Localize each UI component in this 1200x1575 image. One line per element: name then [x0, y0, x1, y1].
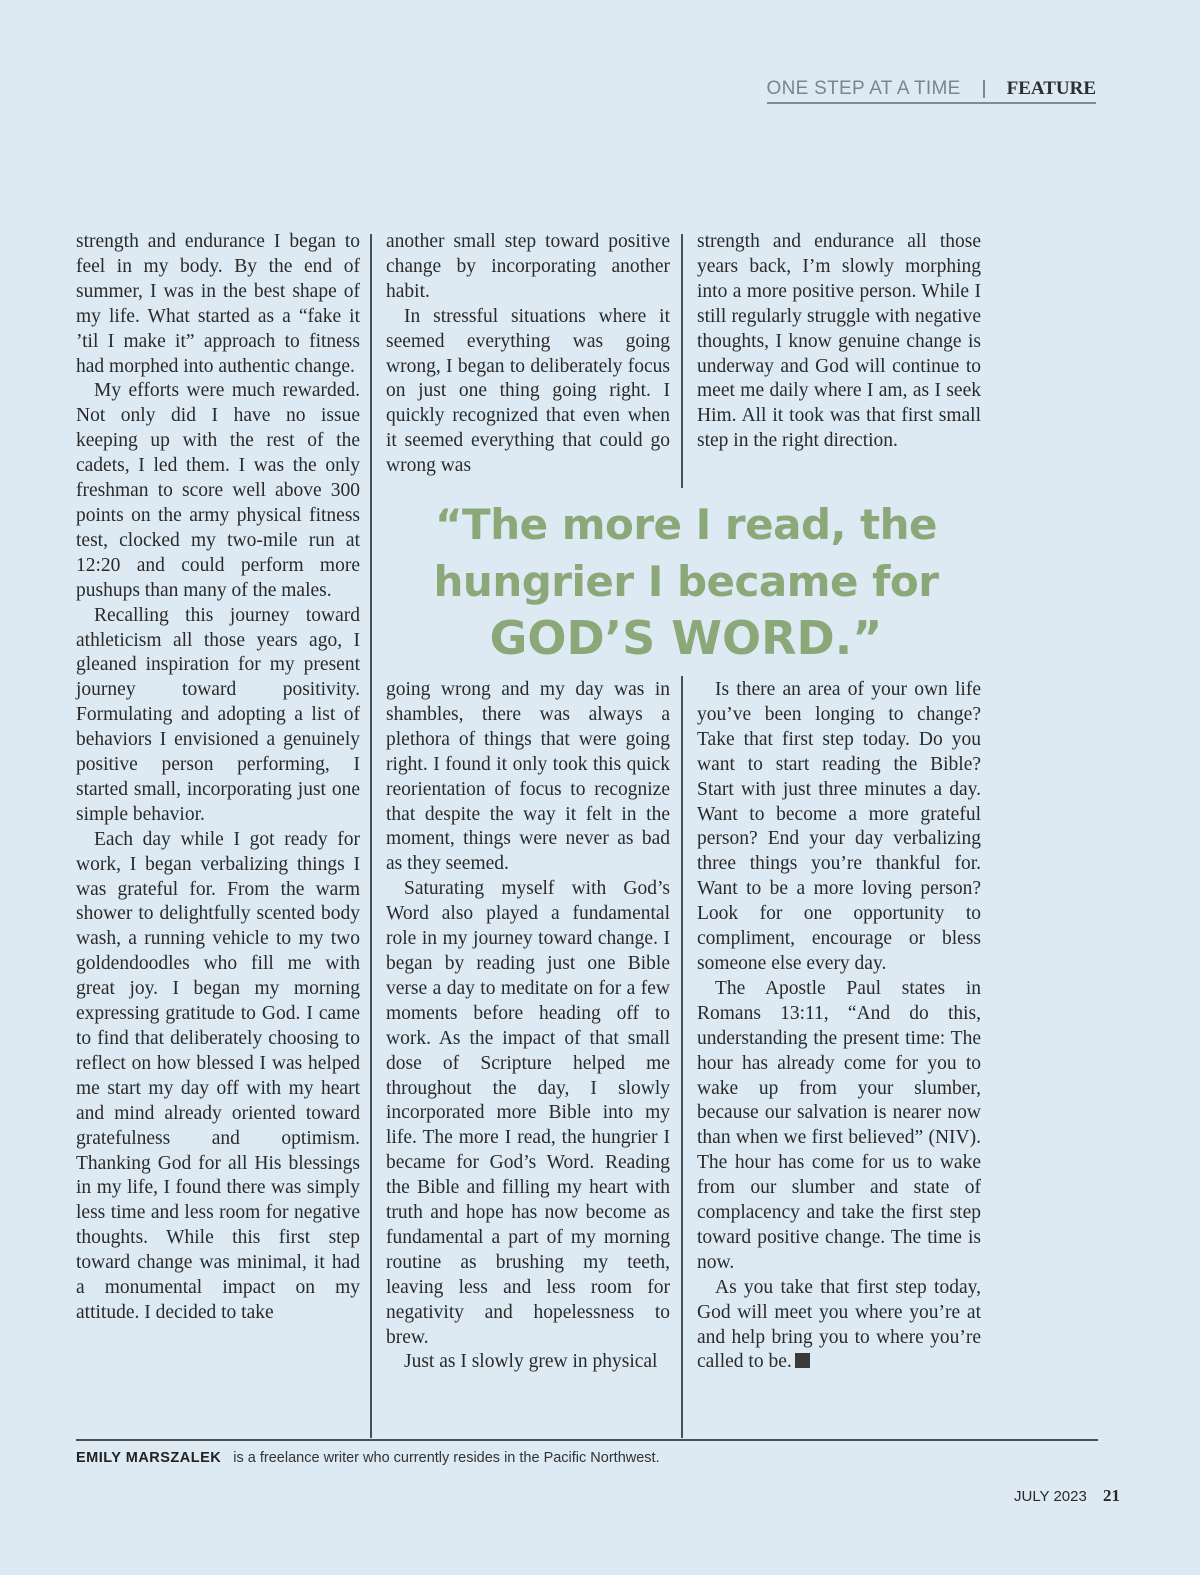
paragraph: Is there an area of your own life you’ve been longing to change? Take that first step today. Do you want to start reading the Bible? Start with just three minutes a day. Want to become a more grateful person? End your day verbalizing three things you’re thankful for. Want to be a more loving person? Look for one opportunity to compliment, encourage or bless someone else every day. [697, 679, 981, 974]
column-divider-1 [370, 234, 372, 1438]
author-bio-text: is a freelance writer who currently resides in the Pacific Northwest. [233, 1450, 660, 1466]
paragraph: Just as I slowly grew in physical [404, 1351, 658, 1373]
bio-divider [76, 1439, 1098, 1441]
page-footer [1014, 1486, 1120, 1506]
author-name: EMILY MARSZALEK [76, 1450, 222, 1466]
paragraph: Recalling this journey toward athleticism all those years ago, I gleaned inspiration for my present journey toward positivity. Formulating and adopting a list of behaviors I envisioned a genuinely positive person performing, I started small, incorporating just one simple behavior. [76, 604, 360, 825]
pull-quote-line: hungrier I became for [433, 557, 939, 606]
issue-date: JULY 2023 [1013, 1488, 1087, 1505]
pull-quote-emphasis: GOD’S WORD.” [489, 611, 883, 665]
running-header [767, 78, 1096, 104]
feature-label: FEATURE [1006, 78, 1096, 99]
article-column-2-bottom [386, 678, 670, 1375]
column-divider-2-bottom [681, 676, 683, 1438]
paragraph: My efforts were much rewarded. Not only did I have no issue keeping up with the rest of the cadets, I led them. I was the only freshman to score well above 300 points on the army physical fitness test, clocked my two-mile run at 12:20 and could perform more pushups than many of the males. [76, 380, 360, 601]
article-column-3-top [697, 230, 981, 454]
end-of-article-icon [795, 1353, 810, 1368]
paragraph: strength and endurance all those years back, I’m slowly morphing into a more positive person. While I still regularly struggle with negative thoughts, I know genuine change is underway and God will continue to meet me daily where I am, as I seek Him. All it took was that first small step in the right direction. [697, 231, 981, 452]
pull-quote [372, 496, 1000, 667]
paragraph: strength and endurance I began to feel in my body. By the end of summer, I was in the best shape of my life. What started as a “fake it ’til I make it” approach to fitness had morphed into authentic change. [76, 231, 360, 377]
article-column-3-bottom [697, 678, 981, 1375]
column-divider-2-top [681, 234, 683, 488]
page-number: 21 [1103, 1486, 1120, 1505]
author-bio [76, 1450, 660, 1466]
pull-quote-line: “The more I read, the [434, 500, 938, 549]
paragraph: Each day while I got ready for work, I began verbalizing things I was grateful for. From the warm shower to delightfully scented body wash, a running vehicle to my two goldendoodles who fill me with great joy. I began my morning expressing gratitude to God. I came to find that deliberately choosing to reflect on how blessed I was helped me start my day off with my heart and mind already oriented toward gratefulness and optimism. Thanking God for all His blessings in my life, I found there was simply less time and less room for negative thoughts. While this first step toward change was minimal, it had a monumental impact on my attitude. I decided to take [76, 828, 360, 1323]
header-separator [983, 80, 985, 98]
paragraph: Saturating myself with God’s Word also played a fundamental role in my journey toward change. I began by reading just one Bible verse a day to meditate on for a few moments before heading off to work. As the impact of that small dose of Scripture helped me throughout the day, I slowly incorporated more Bible into my life. The more I read, the hungrier I became for God’s Word. Reading the Bible and filling my heart with truth and hope has now become as fundamental a part of my morning routine as brushing my teeth, leaving less and less room for negativity and hopelessness to brew. [386, 878, 670, 1348]
paragraph-text: As you take that first step today, God will meet you where you’re at and help bring you to where you’re called to be. [697, 1276, 981, 1373]
article-column-1 [76, 230, 360, 1326]
paragraph: The Apostle Paul states in Romans 13:11, “And do this, understanding the present time: The hour has already come for you to wake up from your slumber, because our salvation is nearer now than when we first believed” (NIV). The hour has come for us to wake from our slumber and state of complacency and take the first step toward positive change. The time is now. [697, 977, 981, 1273]
paragraph: another small step toward positive change by incorporating another habit. [386, 231, 670, 302]
article-column-2-top [386, 230, 670, 479]
paragraph: In stressful situations where it seemed everything was going wrong, I began to deliberately focus on just one thing going right. I quickly recognized that even when it seemed everything that could go wrong was [386, 305, 670, 477]
section-title: ONE STEP AT A TIME [766, 78, 961, 99]
paragraph [697, 1276, 981, 1376]
paragraph: going wrong and my day was in shambles, there was always a plethora of things that were going right. I found it only took this quick reorientation of focus to recognize that despite the way it felt in the moment, things were never as bad as they seemed. [386, 679, 670, 875]
